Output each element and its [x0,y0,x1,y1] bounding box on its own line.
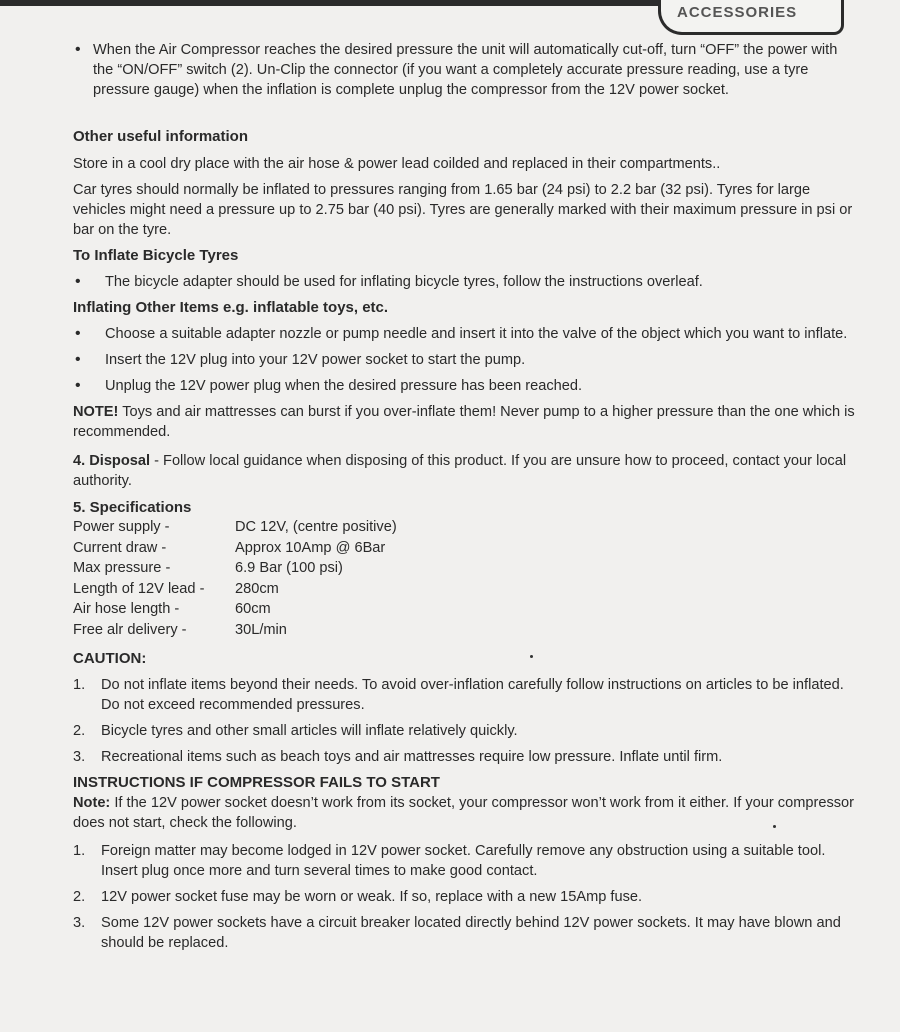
item-number: 3. [73,748,86,765]
fails-item [73,913,863,953]
spec-label: Current draw - [73,539,167,556]
spec-label: Free alr delivery - [73,621,187,638]
other-info-title: Other useful information [73,128,249,145]
top-border-bar [0,0,660,6]
caution-item [73,721,863,741]
item-number: 1. [73,842,86,859]
other-info-para2: Car tyres should normally be inflated to pressures ranging from 1.65 bar (24 psi) to 2.2 bar (32 psi). Tyres for large vehicles might need a pressure up to 2.75 bar (40 psi). Tyres are generally marked with their maximum pressure in psi or bar on the tyre. [73,182,853,238]
bicycle-title: To Inflate Bicycle Tyres [73,247,239,264]
specs-title: 5. Specifications [73,499,192,516]
caution-title: CAUTION: [73,649,147,667]
spec-value: 60cm [235,601,271,618]
fails-note [73,793,863,833]
spec-value: 280cm [235,580,279,597]
spec-label: Air hose length - [73,601,180,618]
other-items-bullet: • Choose a suitable adapter nozzle or pump needle and insert it into the valve of the object which you want to inflate. [73,324,863,344]
spec-value: 30L/min [235,621,287,638]
note-label: NOTE! [73,404,119,420]
disposal-text: - Follow local guidance when disposing of this product. If you are unsure how to proceed, contact your local authority. [73,453,847,489]
item-number: 2. [73,722,86,739]
caution-item [73,675,863,715]
note-paragraph [73,402,863,442]
disposal-label: 4. Disposal [73,453,151,469]
specs-table [73,517,863,641]
fails-note-text: If the 12V power socket doesn’t work from its socket, your compressor won’t work from it either. If your compressor does not start, check the following. [73,794,855,831]
spec-label: Power supply - [73,519,170,535]
disposal-paragraph [73,451,863,491]
caution-item [73,747,863,767]
fails-item-text: Foreign matter may become lodged in 12V power socket. Carefully remove any obstruction using a suitable tool. Insert plug once more and turn several times to make good contact. [101,842,826,879]
spec-row [73,538,863,559]
item-number: 3. [73,914,86,931]
item-number: 1. [73,676,86,693]
note-text: Toys and air mattresses can burst if you over-inflate them! Never pump to a higher pressure than the one which is recommended. [73,404,855,440]
logo-subtitle: ACCESSORIES [677,4,798,21]
fails-item [73,841,863,881]
spec-row [73,558,863,579]
paper-speck [530,655,533,658]
intro-bullet: • When the Air Compressor reaches the desired pressure the unit will automatically cut-off, turn “OFF” the power with the “ON/OFF” switch (2). Un-Clip the connector (if you want a completely accurate pressure reading, use a tyre pressure gauge) when the inflation is complete unplug the compressor from the 12V power socket. [73,40,853,100]
spec-value: Approx 10Amp @ 6Bar [235,539,386,556]
spec-label: Max pressure - [73,560,171,577]
document-body [73,40,863,953]
spec-row [73,579,863,600]
fails-note-label: Note: [73,794,111,811]
fails-title: INSTRUCTIONS IF COMPRESSOR FAILS TO START [73,773,440,791]
spec-value: 6.9 Bar (100 psi) [235,560,343,577]
other-items-title: Inflating Other Items e.g. inflatable toys, etc. [73,299,389,316]
brand-logo [658,0,844,35]
fails-item-text: 12V power socket fuse may be worn or weak. If so, replace with a new 15Amp fuse. [101,888,643,905]
fails-item-text: Some 12V power sockets have a circuit breaker located directly behind 12V power sockets. It may have blown and should be replaced. [101,914,841,951]
spec-row [73,599,863,620]
paper-speck [773,825,776,828]
spec-label: Length of 12V lead - [73,580,205,597]
other-items-bullet: • Unplug the 12V power plug when the desired pressure has been reached. [73,376,863,396]
bicycle-bullet: • The bicycle adapter should be used for inflating bicycle tyres, follow the instructions overleaf. [73,272,863,292]
caution-item-text: Recreational items such as beach toys and air mattresses require low pressure. Inflate until firm. [101,748,723,765]
other-info-para1: Store in a cool dry place with the air hose & power lead coilded and replaced in their compartments.. [73,156,721,172]
spec-value: DC 12V, (centre positive) [235,519,397,535]
spec-row [73,517,863,538]
caution-item-text: Do not inflate items beyond their needs. To avoid over-inflation carefully follow instructions on articles to be inflated. Do not exceed recommended pressures. [101,676,844,713]
spec-row [73,620,863,641]
item-number: 2. [73,888,86,905]
other-items-bullet: • Insert the 12V plug into your 12V power socket to start the pump. [73,350,863,370]
caution-item-text: Bicycle tyres and other small articles will inflate relatively quickly. [101,722,518,739]
fails-item [73,887,863,907]
